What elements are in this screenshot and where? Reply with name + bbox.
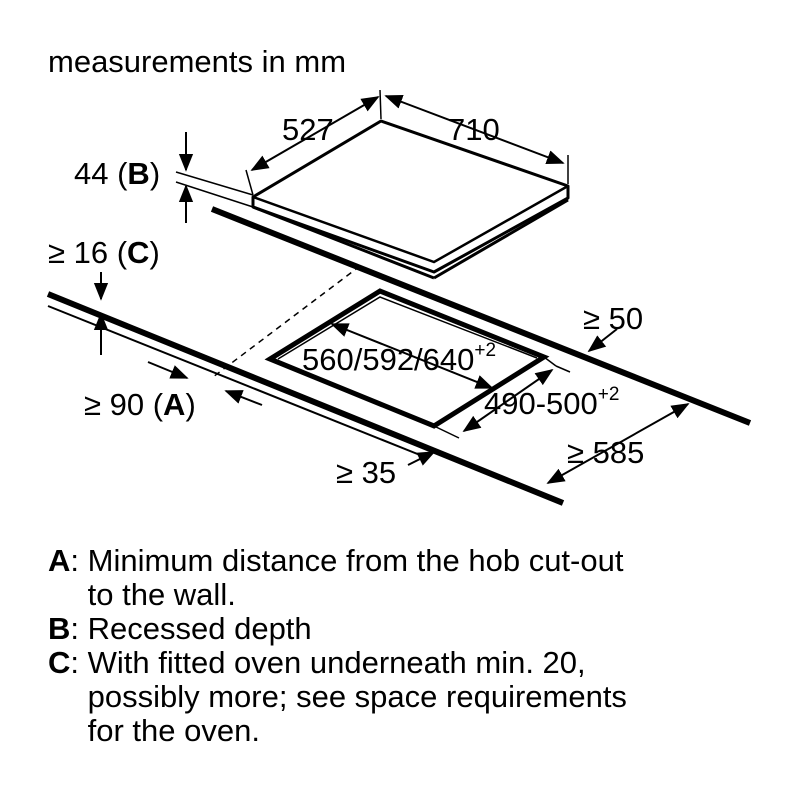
- label-worktop-depth: ≥ 585: [567, 435, 645, 470]
- legend-item-c: C : With fitted oven underneath min. 20, possibly more; see space requirements for the oven.: [48, 645, 627, 748]
- legend-text: Recessed depth: [87, 611, 312, 646]
- dim-front-clearance: [408, 452, 434, 465]
- label-recessed-depth: 44 (B): [74, 156, 161, 191]
- front-worktop-thin-line: [48, 306, 420, 455]
- legend-text: With fitted oven underneath min. 20,: [87, 645, 586, 680]
- label-hob-depth: 527: [282, 112, 334, 147]
- dim-wall-right: [226, 391, 262, 405]
- dim-wall-left: [148, 362, 187, 378]
- label-worktop-thickness: ≥ 16 (C): [48, 235, 160, 270]
- legend-text: Minimum distance from the hob cut-out: [87, 543, 624, 578]
- legend-text: possibly more; see space requirements: [87, 679, 627, 714]
- legend-text: for the oven.: [87, 713, 260, 748]
- label-wall-distance: ≥ 90 (A): [84, 387, 196, 422]
- label-front-clearance: ≥ 35: [336, 455, 397, 490]
- legend-text: to the wall.: [87, 577, 236, 612]
- legend-key: B: [48, 611, 71, 646]
- legend-key: A: [48, 543, 71, 578]
- label-cutout-width: $560/592/640^{+2}$: [302, 340, 497, 377]
- label-back-clearance: ≥ 50: [583, 301, 644, 336]
- legend-item-b: B : Recessed depth: [48, 611, 312, 646]
- legend-key: C: [48, 645, 71, 680]
- units-note: measurements in mm: [48, 44, 347, 79]
- label-cutout-depth: $490-500^{+2}$: [484, 384, 620, 421]
- legend: [48, 544, 768, 748]
- legend-item-a: A : Minimum distance from the hob cut-out to the wall.: [48, 543, 624, 612]
- label-hob-width: 710: [448, 112, 500, 147]
